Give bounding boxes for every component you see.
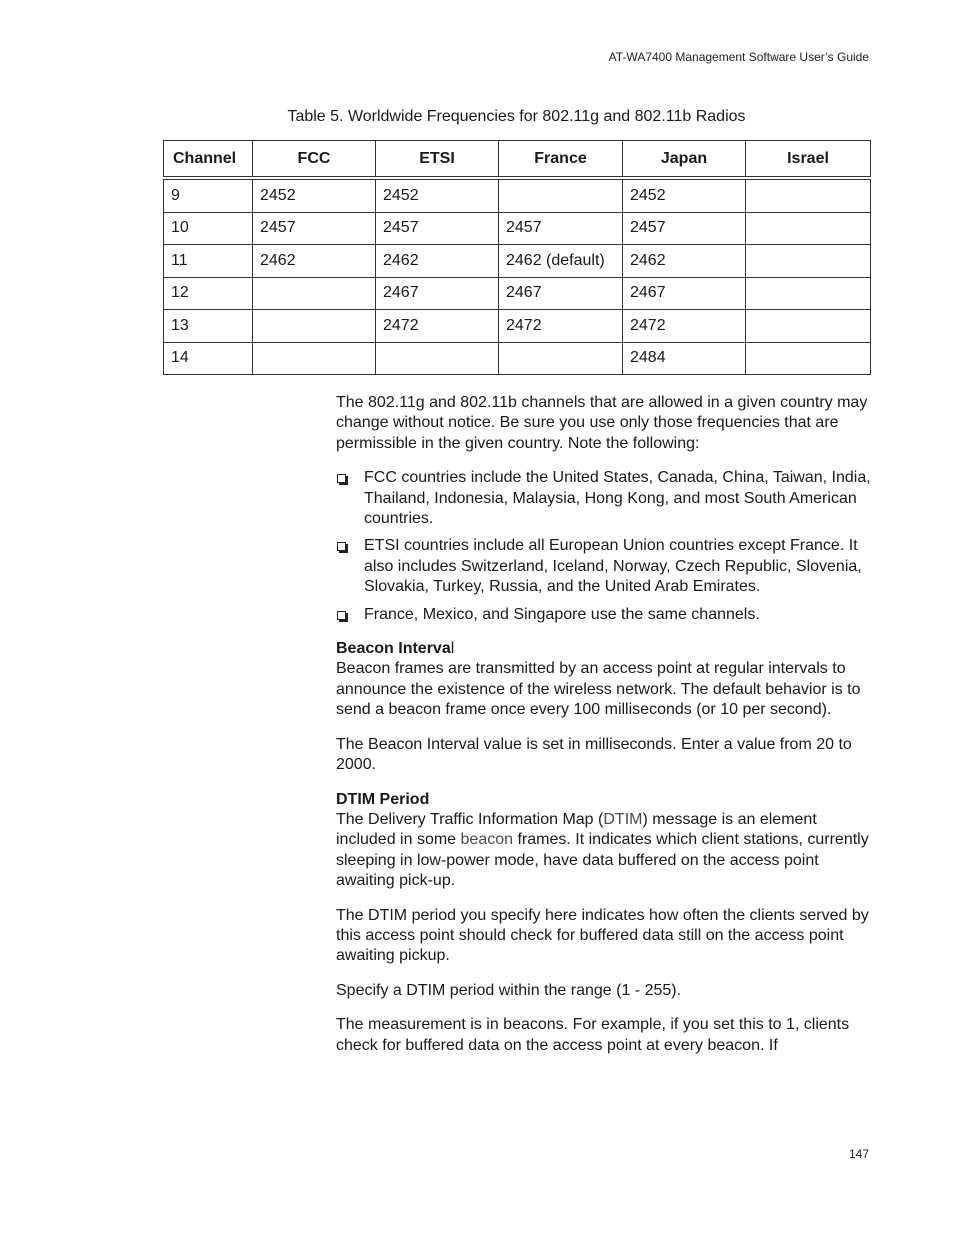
table-cell [253, 310, 376, 343]
dtim-section [336, 790, 871, 892]
dtim-link[interactable]: DTIM [603, 810, 643, 828]
table-cell [746, 342, 871, 375]
table-cell: 2472 [623, 310, 746, 343]
table-cell: 2467 [499, 277, 623, 310]
column-header-fcc: FCC [253, 141, 376, 179]
table-cell [746, 245, 871, 278]
table-row [164, 310, 871, 343]
table-cell: 2462 [623, 245, 746, 278]
beacon-link[interactable]: beacon [460, 831, 514, 849]
dtim-paragraph-2: The DTIM period you specify here indicates how often the clients served by this access point should check for buffered data still on the access point awaiting pickup. [336, 906, 869, 965]
table-cell: 9 [164, 178, 253, 212]
table-cell: 2452 [623, 178, 746, 212]
table-cell: 2452 [376, 178, 499, 212]
table-row [164, 212, 871, 245]
dtim-paragraph-3: Specify a DTIM period within the range (1 - 255). [336, 981, 682, 999]
table-cell: 2472 [376, 310, 499, 343]
beacon-heading-bold: Beacon Interva [336, 640, 451, 658]
column-header-japan: Japan [623, 141, 746, 179]
table-row [164, 245, 871, 278]
table-cell [253, 342, 376, 375]
dtim-paragraph-4: The measurement is in beacons. For example, if you set this to 1, clients check for buffered data on the access point at every beacon. If [336, 1016, 850, 1054]
table-cell: 2457 [623, 212, 746, 245]
dtim-text-c: frames. It indicates which client stations, currently sleeping in low-power mode, have data buffered on the access point awaiting pick-up. [336, 831, 869, 890]
checkbox-bullet-icon [337, 474, 346, 483]
table-cell: 2457 [376, 212, 499, 245]
intro-paragraph: The 802.11g and 802.11b channels that are allowed in a given country may change without notice. Be sure you use only those frequencies that are permissible in the given country. Note the following: [336, 394, 868, 452]
table-cell: 2484 [623, 342, 746, 375]
list-item-text: France, Mexico, and Singapore use the same channels. [364, 605, 760, 623]
table-cell: 2467 [376, 277, 499, 310]
table-cell: 2457 [499, 212, 623, 245]
table-cell: 13 [164, 310, 253, 343]
table-header-row [164, 141, 871, 179]
table-cell: 2452 [253, 178, 376, 212]
list-item [336, 605, 871, 625]
table-cell: 2462 [376, 245, 499, 278]
beacon-interval-heading [336, 639, 871, 659]
beacon-paragraph-1: Beacon frames are transmitted by an access point at regular intervals to announce the existence of the wireless network. The default behavior is to send a beacon frame once every 100 milliseconds (or 10 per second). [336, 660, 861, 719]
list-item-text: FCC countries include the United States, Canada, China, Taiwan, India, Thailand, Indonesia, Malaysia, Hong Kong, and most South American countries. [364, 469, 871, 528]
beacon-heading-rest: l [450, 640, 455, 658]
table-cell: 11 [164, 245, 253, 278]
table-row [164, 178, 871, 212]
beacon-section [336, 639, 871, 721]
checkbox-bullet-icon [337, 542, 346, 551]
table-cell: 14 [164, 342, 253, 375]
table-cell [746, 212, 871, 245]
dtim-period-heading: DTIM Period [336, 790, 430, 808]
table-cell: 12 [164, 277, 253, 310]
column-header-france: France [499, 141, 623, 179]
table-row [164, 277, 871, 310]
dtim-text-b: ) message is an element included in some [336, 810, 817, 849]
column-header-etsi: ETSI [376, 141, 499, 179]
table-cell [376, 342, 499, 375]
list-item [336, 468, 871, 529]
table-cell [746, 277, 871, 310]
country-notes-list [336, 468, 871, 625]
table-cell: 2462 [253, 245, 376, 278]
checkbox-bullet-icon [337, 611, 346, 620]
table-cell [746, 178, 871, 212]
running-header: AT-WA7400 Management Software User’s Guide [608, 50, 869, 64]
list-item-text: ETSI countries include all European Union countries except France. It also includes Switzerland, Iceland, Norway, Czech Republic, Slovenia, Slovakia, Turkey, Russia, and the United Arab Emirates. [364, 537, 862, 596]
table-cell [253, 277, 376, 310]
table-row [164, 342, 871, 375]
dtim-text-a: The Delivery Traffic Information Map ( [336, 810, 604, 828]
frequency-table [163, 140, 871, 375]
table-cell: 2462 (default) [499, 245, 623, 278]
page-number: 147 [848, 1147, 869, 1161]
table-cell [499, 342, 623, 375]
table-cell: 2457 [253, 212, 376, 245]
table-cell: 10 [164, 212, 253, 245]
table-caption: Table 5. Worldwide Frequencies for 802.11g and 802.11b Radios [287, 108, 746, 125]
table-cell [746, 310, 871, 343]
beacon-paragraph-2: The Beacon Interval value is set in milliseconds. Enter a value from 20 to 2000. [336, 735, 852, 774]
table-cell: 2467 [623, 277, 746, 310]
column-header-channel: Channel [164, 141, 253, 179]
column-header-israel: Israel [746, 141, 871, 179]
table-cell: 2472 [499, 310, 623, 343]
list-item [336, 536, 871, 597]
table-cell [499, 178, 623, 212]
body-content [336, 393, 871, 1070]
